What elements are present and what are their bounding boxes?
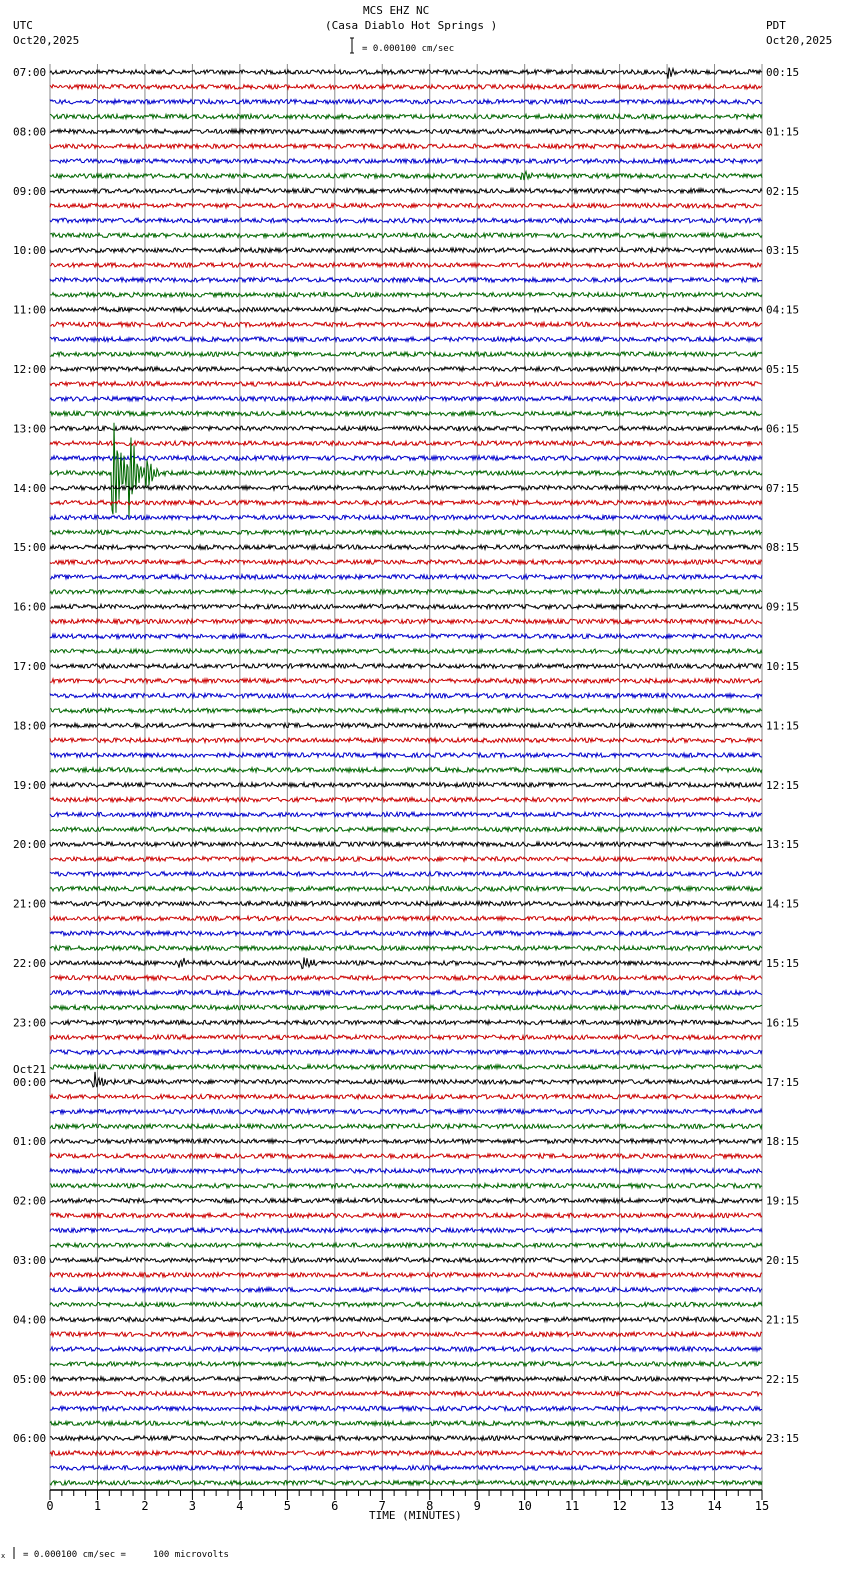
- utc-hour-label: 03:00: [13, 1254, 47, 1267]
- seismic-trace: [50, 423, 762, 519]
- seismic-trace: [50, 738, 762, 743]
- utc-hour-label: 04:00: [13, 1313, 47, 1327]
- seismic-trace: [50, 1020, 762, 1024]
- pdt-hour-label: 15:15: [766, 957, 800, 970]
- seismic-trace: [50, 100, 762, 104]
- seismic-trace: [50, 1035, 762, 1040]
- seismic-trace: [50, 797, 762, 802]
- seismic-trace: [50, 1421, 762, 1426]
- seismic-trace: [50, 456, 762, 460]
- seismic-trace: [50, 946, 762, 951]
- pdt-hour-label: 14:15: [766, 897, 800, 911]
- seismic-trace: [50, 337, 762, 341]
- seismic-trace: [50, 1154, 762, 1159]
- seismic-trace: [50, 1228, 762, 1232]
- x-tick-label: 15: [754, 1499, 770, 1513]
- seismic-trace: [50, 679, 762, 684]
- utc-hour-label: 16:00: [13, 600, 47, 614]
- seismic-trace: [50, 619, 762, 624]
- seismic-trace: [50, 426, 762, 430]
- seismic-trace: [50, 382, 762, 387]
- seismic-trace: [50, 129, 762, 133]
- utc-hour-label: 09:00: [13, 184, 47, 198]
- pdt-hour-label: 22:15: [766, 1372, 800, 1386]
- seismic-trace: [50, 664, 762, 668]
- utc-hour-label: 14:00: [13, 481, 47, 495]
- seismic-trace: [50, 218, 762, 222]
- seismic-trace: [50, 1139, 762, 1143]
- seismic-trace: [50, 1377, 762, 1381]
- seismic-trace: [50, 441, 762, 446]
- seismic-trace: [50, 1050, 762, 1054]
- seismic-trace: [50, 322, 762, 327]
- seismic-trace: [50, 1436, 762, 1440]
- seismic-trace: [50, 753, 762, 757]
- seismic-trace: [50, 1362, 762, 1367]
- seismic-trace: [50, 203, 762, 208]
- utc-hour-label: 01:00: [13, 1135, 47, 1149]
- pdt-hour-label: 19:15: [766, 1194, 800, 1208]
- x-axis-label: TIME (MINUTES): [369, 1509, 462, 1522]
- seismic-trace: [50, 1005, 762, 1010]
- seismic-trace: [50, 530, 762, 535]
- seismic-trace: [50, 827, 762, 832]
- seismic-trace: [50, 783, 762, 787]
- seismic-trace: [50, 367, 762, 371]
- pdt-hour-label: 23:15: [766, 1432, 800, 1446]
- utc-hour-label: 13:00: [13, 422, 47, 436]
- seismic-trace: [50, 1258, 762, 1262]
- footer-scale-label: = 0.000100 cm/sec = 100 microvolts: [23, 1550, 229, 1560]
- seismic-trace: [50, 1451, 762, 1456]
- seismic-trace: [50, 1302, 762, 1307]
- utc-hour-label: 10:00: [13, 244, 47, 258]
- x-tick-label: 2: [141, 1499, 149, 1513]
- seismic-trace: [50, 352, 762, 357]
- left-date: Oct20,2025: [13, 34, 80, 47]
- utc-hour-label: 08:00: [13, 125, 47, 139]
- seismic-trace: [50, 1169, 762, 1173]
- seismic-trace: [50, 1347, 762, 1351]
- utc-hour-label: 15:00: [13, 541, 47, 555]
- seismic-trace: [50, 263, 762, 268]
- x-tick-label: 1: [93, 1499, 102, 1513]
- seismic-trace: [50, 1481, 762, 1486]
- pdt-hour-label: 17:15: [766, 1075, 800, 1089]
- seismic-trace: [50, 500, 762, 505]
- x-tick-label: 5: [283, 1499, 291, 1513]
- x-tick-label: 11: [564, 1499, 580, 1513]
- seismic-trace: [50, 887, 762, 892]
- pdt-hour-label: 05:15: [766, 363, 800, 376]
- seismic-trace: [50, 1288, 762, 1292]
- seismic-trace: [50, 872, 762, 876]
- seismic-trace: [50, 172, 762, 181]
- seismic-trace: [50, 1198, 762, 1202]
- pdt-hour-label: 10:15: [766, 660, 800, 673]
- seismic-trace: [50, 1273, 762, 1278]
- seismic-trace: [50, 1243, 762, 1248]
- seismic-trace: [50, 768, 762, 773]
- footer-mark: x: [1, 1552, 6, 1560]
- utc-hour-label: 17:00: [13, 660, 47, 673]
- scale-label: = 0.000100 cm/sec: [362, 44, 455, 54]
- utc-hour-label: 11:00: [13, 303, 47, 317]
- utc-hour-label: 06:00: [13, 1432, 47, 1446]
- seismic-trace: [50, 634, 762, 638]
- seismic-trace: [50, 233, 762, 238]
- seismic-trace: [50, 1213, 762, 1218]
- seismic-trace: [50, 144, 762, 149]
- pdt-hour-label: 04:15: [766, 303, 800, 317]
- x-tick-label: 14: [707, 1499, 722, 1513]
- seismic-trace: [50, 575, 762, 579]
- utc-hour-label: 07:00: [13, 66, 47, 79]
- utc-hour-label: 19:00: [13, 778, 47, 792]
- seismic-trace: [50, 1065, 762, 1070]
- x-tick-label: 4: [236, 1499, 244, 1513]
- seismic-trace: [50, 545, 762, 549]
- seismic-trace: [50, 411, 762, 416]
- seismic-trace: [50, 560, 762, 565]
- x-tick-label: 3: [188, 1499, 197, 1513]
- x-tick-label: 0: [46, 1499, 54, 1513]
- seismic-trace: [50, 307, 762, 311]
- left-timezone: UTC: [13, 19, 33, 32]
- utc-hour-label: 20:00: [13, 838, 47, 852]
- x-tick-label: 12: [612, 1499, 627, 1513]
- utc-hour-label: 21:00: [13, 897, 47, 911]
- seismic-trace: [50, 159, 762, 163]
- seismic-trace: [50, 857, 762, 862]
- right-date: Oct20,2025: [766, 34, 833, 47]
- utc-hour-label: 05:00: [13, 1372, 47, 1386]
- chart-title: MCS EHZ NC: [363, 4, 430, 17]
- seismic-trace: [50, 976, 762, 981]
- seismic-trace: [50, 85, 762, 90]
- seismic-trace: [50, 991, 762, 995]
- utc-hour-label: 18:00: [13, 719, 47, 733]
- seismic-trace: [50, 293, 762, 298]
- pdt-hour-label: 08:15: [766, 541, 800, 555]
- seismic-trace: [50, 278, 762, 282]
- pdt-hour-label: 21:15: [766, 1313, 800, 1327]
- seismic-trace: [50, 931, 762, 935]
- utc-hour-label: 12:00: [13, 363, 47, 376]
- seismic-trace: [50, 916, 762, 921]
- pdt-hour-label: 16:15: [766, 1016, 800, 1030]
- seismic-trace: [50, 68, 762, 79]
- x-tick-label: 7: [378, 1499, 386, 1513]
- seismic-trace: [50, 1124, 762, 1129]
- seismic-trace: [50, 114, 762, 119]
- seismic-trace: [50, 957, 762, 968]
- pdt-hour-label: 12:15: [766, 778, 800, 792]
- seismic-trace: [50, 1466, 762, 1470]
- pdt-hour-label: 11:15: [766, 719, 800, 733]
- pdt-hour-label: 00:15: [766, 66, 800, 79]
- seismic-trace: [50, 486, 762, 490]
- seismic-trace: [50, 1094, 762, 1099]
- seismic-trace: [50, 397, 762, 401]
- utc-hour-label: 00:00: [13, 1075, 47, 1089]
- x-tick-label: 13: [659, 1499, 675, 1513]
- x-tick-label: 9: [473, 1499, 481, 1513]
- utc-hour-label: 23:00: [13, 1016, 47, 1030]
- pdt-hour-label: 03:15: [766, 244, 800, 258]
- pdt-hour-label: 09:15: [766, 600, 800, 614]
- x-tick-label: 8: [426, 1499, 434, 1513]
- seismic-trace: [50, 1072, 762, 1087]
- seismic-trace: [50, 248, 762, 252]
- seismic-trace: [50, 1406, 762, 1410]
- pdt-hour-label: 20:15: [766, 1254, 800, 1267]
- utc-hour-label: 02:00: [13, 1194, 47, 1208]
- utc-date-label: Oct21: [13, 1062, 47, 1076]
- seismic-trace: [50, 1391, 762, 1396]
- seismic-trace: [50, 590, 762, 595]
- seismic-trace: [50, 1332, 762, 1337]
- pdt-hour-label: 18:15: [766, 1135, 800, 1149]
- seismic-trace: [50, 812, 762, 816]
- seismic-trace: [50, 901, 762, 905]
- pdt-hour-label: 01:15: [766, 125, 800, 139]
- seismic-trace: [50, 723, 762, 727]
- seismic-trace: [50, 189, 762, 193]
- pdt-hour-label: 13:15: [766, 838, 800, 852]
- x-tick-label: 6: [331, 1499, 339, 1513]
- seismic-trace: [50, 1109, 762, 1113]
- pdt-hour-label: 02:15: [766, 184, 800, 198]
- seismic-trace: [50, 694, 762, 698]
- pdt-hour-label: 06:15: [766, 422, 800, 436]
- seismic-trace: [50, 1317, 762, 1321]
- right-timezone: PDT: [766, 19, 786, 32]
- seismic-trace: [50, 515, 762, 519]
- seismic-trace: [50, 708, 762, 713]
- seismic-trace: [50, 604, 762, 608]
- x-tick-label: 10: [517, 1499, 532, 1513]
- chart-subtitle: (Casa Diablo Hot Springs ): [325, 19, 498, 32]
- utc-hour-label: 22:00: [13, 957, 47, 970]
- seismic-trace: [50, 649, 762, 654]
- seismic-trace: [50, 842, 762, 846]
- seismic-trace: [50, 1184, 762, 1189]
- pdt-hour-label: 07:15: [766, 481, 800, 495]
